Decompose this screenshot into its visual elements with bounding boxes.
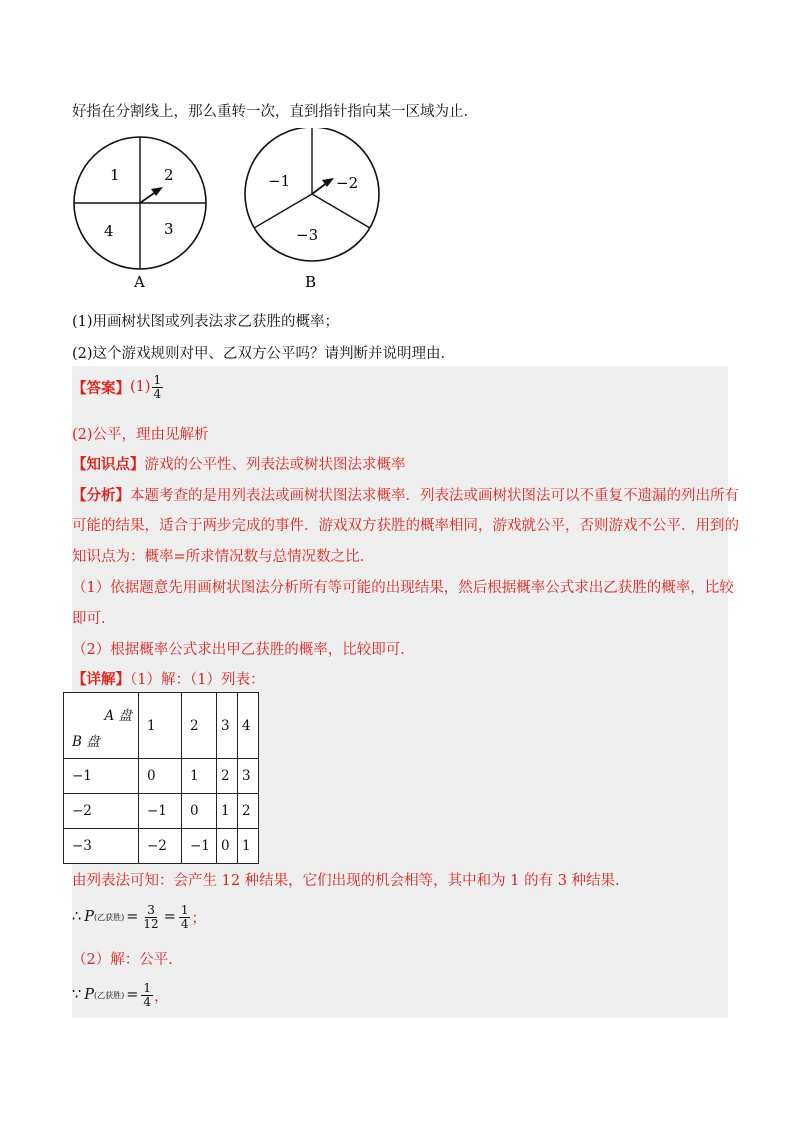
table-cell: 2 [217,759,238,794]
table-cell: 2 [238,794,259,829]
analysis-line-6: （2）根据概率公式求出甲乙获胜的概率，比较即可． [72,642,415,658]
answer-part1-fraction [152,374,164,401]
sum-table [63,692,259,864]
part2-line: （2）解：公平． [72,952,183,968]
formula1-eq: = [126,909,139,925]
spinner-a-sector-1: 1 [110,166,120,184]
question-2: (2)这个游戏规则对甲、乙双方公平吗？请判断并说明理由． [72,346,456,362]
spinner-b-sector-3: −3 [296,226,319,244]
knowledge-label: 【知识点】 [72,456,145,473]
table-cell: 0 [182,794,217,829]
table-row-label: −3 [64,829,139,864]
answer-line [72,372,164,402]
spinner-a [74,137,206,291]
detail-line [72,668,264,689]
formula2-p: P [84,987,94,1003]
formula1-denominator-a: 12 [143,916,159,931]
analysis-line-5: 即可． [72,611,116,627]
table-cell: −1 [139,794,182,829]
table-cell: 0 [139,759,182,794]
formula1-numerator-b: 1 [180,902,189,917]
spinner-a-caption: A [134,273,145,291]
table-header-cell: 3 [217,693,238,759]
therefore-symbol: ∴ [72,909,82,925]
table-row [64,794,259,829]
table-header-cell: 1 [139,693,182,759]
probability-formula-2 [72,978,169,1012]
table-cell: −1 [182,829,217,864]
analysis-line-3: 知识点为：概率=所求情况数与总情况数之比． [72,549,375,565]
formula2-eq: = [126,987,139,1003]
spinner-a-sector-4: 4 [104,222,114,240]
formula2-numerator: 1 [143,980,152,995]
formula1-p: P [84,909,94,925]
spinner-b-caption: B [305,273,317,291]
formula1-eq2: = [163,909,176,925]
analysis-line-1 [72,484,739,505]
spinner-b-sector-2: −2 [336,174,359,192]
probability-formula-1 [72,900,206,934]
conclusion-line: 由列表法可知：会产生 12 种结果，它们出现的机会相等，其中和为 1 的有 3 种结果． [72,873,630,889]
formula2-denominator: 4 [143,994,152,1009]
table-cell: 1 [182,759,217,794]
spinners-figure [60,128,400,293]
question-1: (1)用画树状图或列表法求乙获胜的概率； [72,314,340,330]
analysis-line-4: （1）依据题意先用画树状图法分析所有等可能的出现结果，然后根据概率公式求出乙获胜的概率，比较 [72,580,734,596]
table-header-cell: 4 [238,693,259,759]
answer-label: 【答案】 [72,379,130,397]
detail-label: 【详解】 [72,671,130,688]
spinner-a-sector-3: 3 [164,220,174,238]
formula1-end: ； [191,910,206,927]
table-cell: 3 [238,759,259,794]
formula1-fraction-a [141,904,160,931]
table-cell: 0 [217,829,238,864]
table-cell: 1 [217,794,238,829]
table-corner-top: A 盘 [104,707,132,724]
formula1-numerator-a: 3 [147,902,155,917]
formula2-end: ， [154,988,169,1005]
table-cell: −2 [139,829,182,864]
knowledge-text: 游戏的公平性、列表法或树状图法求概率 [144,457,406,473]
table-corner-bottom: B 盘 [72,733,100,750]
spinner-b-sector-1: −1 [268,172,291,190]
answer-part1-denominator: 4 [153,386,162,401]
formula2-fraction [141,982,153,1009]
table-row-label: −2 [64,794,139,829]
analysis-line-2: 可能的结果，适合于两步完成的事件．游戏双方获胜的概率相同，游戏就公平，否则游戏不公平．用到的 [72,518,739,534]
formula1-subscript: (乙获胜) [94,912,125,922]
formula1-denominator-b: 4 [180,916,189,931]
because-symbol: ∵ [72,987,82,1003]
spinner-b [245,128,379,291]
analysis-text-1: 本题考查的是用列表法或画树状图法求概率．列表法或画树状图法可以不重复不遗漏的列出所有 [130,488,739,504]
table-row [64,759,259,794]
answer-part1-prefix: (1) [130,379,151,395]
table-row [64,829,259,864]
answer-part1-numerator: 1 [153,372,162,387]
detail-text: （1）解：（1）列表： [130,672,265,688]
table-corner [64,693,139,759]
table-row-label: −1 [64,759,139,794]
analysis-label: 【分析】 [72,487,130,504]
intro-line: 好指在分割线上，那么重转一次，直到指针指向某一区域为止． [72,104,478,120]
spinner-a-sector-2: 2 [164,166,174,184]
table-cell: 1 [238,829,259,864]
formula1-fraction-b [179,904,191,931]
formula2-subscript: (乙获胜) [94,990,125,1000]
table-header-cell: 2 [182,693,217,759]
knowledge-line [72,453,406,474]
answer-part2: (2)公平，理由见解析 [72,427,209,443]
